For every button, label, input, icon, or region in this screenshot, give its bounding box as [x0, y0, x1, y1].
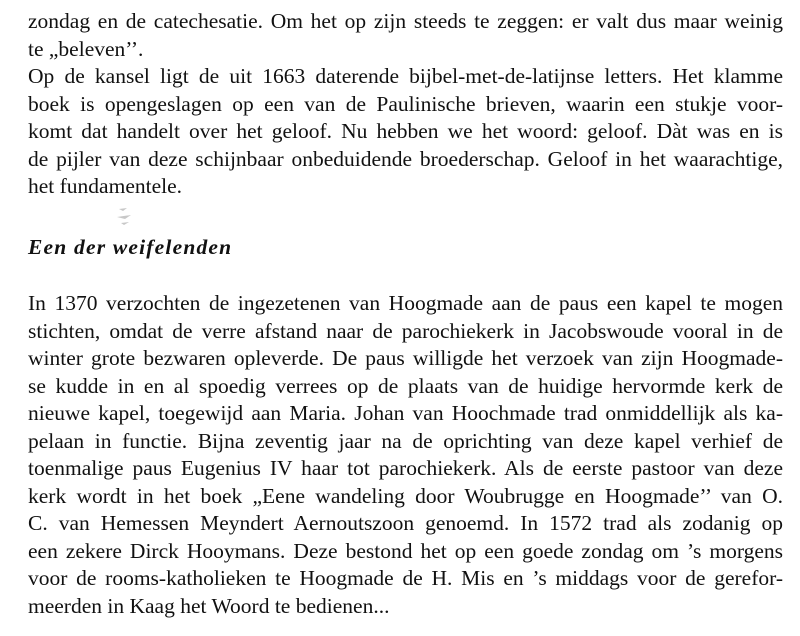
- text-line: winter grote bezwaren opleverde. De paus willigde het verzoek van zijn Hoogmade-: [28, 346, 783, 370]
- text-line: de pijler van deze schijnbaar onbeduidende broederschap. Geloof in het waarachtige,: [28, 146, 783, 171]
- text-line: zondag en de catechesatie. Om het op zijn steeds te zeggen: er valt dus maar weinig: [28, 9, 783, 33]
- text-line: se kudde in en al spoedig verrees op de plaats van de huidige hervormde kerk de: [28, 373, 783, 398]
- text-line: meerden in Kaag het Woord te bedienen...: [28, 593, 390, 618]
- text-line: boek is opengeslagen op een van de Paulinische brieven, waarin een stukje voor-: [28, 91, 783, 116]
- paragraph-history: [28, 290, 783, 620]
- text-line: nieuwe kapel, toegewijd aan Maria. Johan van Hoochmade trad onmiddellijk als ka-: [28, 401, 783, 425]
- text-line: Op de kansel ligt de uit 1663 daterende bijbel-met-de-latijnse letters. Het klamme: [28, 64, 783, 88]
- text-line: te „beleven’’.: [28, 36, 144, 61]
- text-line: toenmalige paus Eugenius IV haar tot parochiekerk. Als de eerste pastoor van deze: [28, 456, 783, 480]
- text-line: een zekere Dirck Hooymans. Deze bestond het op een goede zondag om ’s morgens: [28, 538, 783, 563]
- text-line: het fundamentele.: [28, 174, 183, 198]
- text-line: voor de rooms-katholieken te Hoogmade de H. Mis en ’s middags voor de gerefor-: [28, 566, 783, 590]
- text-line: pelaan in functie. Bijna zeventig jaar na de oprichting van deze kapel verhief de: [28, 428, 783, 453]
- text-line: In 1370 verzochten de ingezetenen van Hoogmade aan de paus een kapel te mogen: [28, 291, 783, 315]
- scan-smudge: [113, 205, 141, 229]
- text-line: komt dat handelt over het geloof. Nu hebben we het woord: geloof. Dàt was en is: [28, 119, 783, 143]
- text-line: C. van Hemessen Meyndert Aernoutszoon genoemd. In 1572 trad als zodanig op: [28, 511, 783, 535]
- section-heading: Een der weifelenden: [28, 235, 233, 259]
- paragraph-opening: [28, 8, 783, 201]
- text-line: stichten, omdat de verre afstand naar de parochiekerk in Jacobswoude vooral in de: [28, 318, 783, 343]
- text-line: kerk wordt in het boek „Eene wandeling door Woubrugge en Hoogmade’’ van O.: [28, 483, 783, 508]
